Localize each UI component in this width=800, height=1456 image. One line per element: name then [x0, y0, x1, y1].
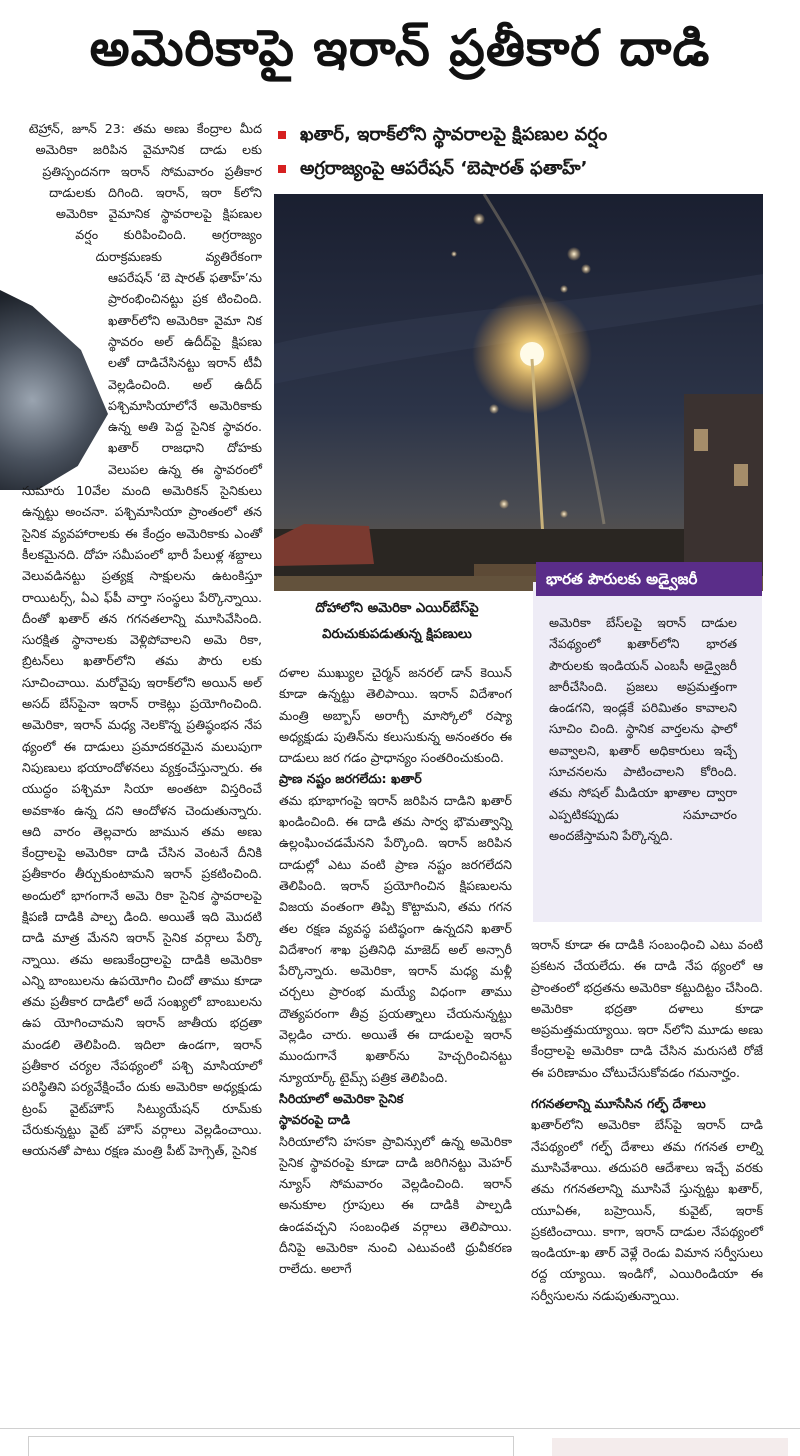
bullet-item	[278, 118, 788, 152]
bottom-divider	[0, 1428, 800, 1429]
next-article-banner	[552, 1438, 788, 1456]
column-3	[531, 934, 763, 1306]
subheading-syria-line-2: స్థావరంపై దాడి	[279, 1112, 351, 1128]
photo-caption-line-1: దోహాలోని అమెరికా ఎయిర్‌బేస్‌పై	[315, 601, 479, 616]
advisory-title: భారత పౌరులకు అడ్వైజరీ	[536, 562, 762, 596]
news-photo	[274, 194, 763, 591]
next-article-frame	[28, 1436, 514, 1456]
column-3-intro: ఇరాన్ కూడా ఈ దాడికి సంబంధించి ఎటు వంటి ప్రకటన చేయలేదు. ఈ దాడి నేప థ్యంలో ఆ ప్రాంతంలో భద్రతను అమెరికా కట్టుదిట్టం చేసింది. అమెరికా భద్రతా దళాలు కూడా అప్రమత్తమయ్యాయి. ఇరా న్‌లోని మూడు అణు కేంద్రాలపై అమెరికా దాడి చేసిన మరుసటి రోజే ఈ పరిణామం చోటుచేసుకోవడం గమనార్హం.	[531, 937, 763, 1080]
square-bullet-icon	[278, 165, 286, 173]
bullet-text: అగ్రరాజ్యంపై ఆపరేషన్ ‘బెషారత్ ఫతాహ్’	[300, 158, 588, 179]
bullet-item	[278, 152, 788, 186]
photo-caption	[272, 596, 522, 648]
subheading-no-casualties: ప్రాణ నష్టం జరగలేదు: ఖతార్	[279, 771, 422, 787]
column-1-text: టెహ్రాన్, జూన్ 23: తమ అణు కేంద్రాల మీద అమెరికా జరిపిన వైమానిక దాడు లకు ప్రతిస్పందనగా ఇరాన్ సోమవారం ప్రతీకార దాడులకు దిగింది. ఇరాన్, ఇరా క్‌లోని అమెరికా వైమానిక స్థావరాలపై క్షిపణుల వర్షం కురిపించింది. అగ్రరాజ్యం దురాక్రమణకు వ్యతిరేకంగా ఆపరేషన్ ‘బె షారత్ ఫతాహ్’ను ప్రారంభించినట్టు ప్రక టించింది. ఖతార్‌లోని అమెరికా వైమా నిక స్థావరం అల్ ఉదీద్‌పై క్షిపణు లతో దాడిచేసినట్టు ఇరాన్ టీవీ వెల్లడించింది. అల్ ఉదీద్ పశ్చిమాసియాలోనే అమెరికాకు ఉన్న అతి పెద్ద సైనిక స్థావరం. ఖతార్ రాజధాని దోహకు వెలుపల ఉన్న ఈ స్థావరంలో సుమారు 10వేల మంది అమెరికన్ సైనికులు ఉన్నట్టు అంచనా. పశ్చిమాసియా ప్రాంతంలో తన సైనిక వ్యవహారాలకు ఈ కేంద్రం అమెరికాకు ఎంతో కీలకమైనది. దోహ సమీపంలో భారీ పేలుళ్ల శబ్దాలు వెలువడినట్టు ప్రత్యక్ష సాక్షులను ఉటంకిస్తూ రాయిటర్స్, ఏఎ ఫ్‌పీ వార్తా సంస్థలు పేర్కొన్నాయి. దీంతో ఖతార్ తన గగనతలాన్ని మూసివేసింది. సురక్షిత స్థానాలకు వెళ్లిపోవాలని అమె రికా, బ్రిటన్‌లు ఖతార్‌లోని తమ పౌరు లకు సూచించాయి. మరోవైపు ఇరాక్‌లోని అయిన్ అల్ అసద్ బేస్‌పైనా ఇరాన్ రాకెట్లు ప్రయోగించింది. అమెరికా, ఇరాన్ మధ్య నెలకొన్న ప్రతిష్ఠంభన నేప థ్యంలో ఈ దాడులు ప్రమాదకరమైన మలుపుగా నిపుణులు భయాందోళనలు వ్యక్తంచేస్తున్నారు. ఈ యుద్ధం పశ్చిమా సియా అంతటా విస్తరించే అవకాశం ఉన్న దని ఆందోళన చెందుతున్నారు. ఆది వారం తెల్లవారు జామున తమ అణు కేంద్రాలపై అమెరికా దాడి చేసిన వెంటనే దీనికి ప్రతీకారం తీర్చుకుంటామని ఇరాన్ ప్రకటించింది. అందులో భాగంగానే అమె రికా సైనిక స్థావరాలపై క్షిపణి దాడికి పాల్ప డింది. అయితే ఇది మొదటి దాడి మాత్ర మేనని ఇరాన్ సైనిక వర్గాలు పేర్కొ న్నాయి. తమ అణుకేంద్రాలపై దాడికి అమెరికా ఎన్ని బాంబులను ఉపయోగిం చిందో తాము కూడా తమ ప్రతీకార దాడిలో అదే సంఖ్యలో బాంబులను ఉప యోగించామని ఇరాన్ జాతీయ భద్రతా మండలి తెలిపింది. ఇదిలా ఉండగా, ఇరాన్ ప్రతీకార చర్యల నేపథ్యంలో పశ్చి మాసియాలో పరిస్థితిని పర్యవేక్షించేం దుకు అమెరికా అధ్యక్షుడు ట్రంప్ వైట్‌హౌస్ సిట్యుయేషన్ రూమ్‌కు చేరుకున్నట్టు వైట్ హౌస్ వర్గాలు వెల్లడించాయి. ఆయనతో పాటు రక్షణ మంత్రి పీట్ హెగ్సెత్, సైనిక	[22, 121, 262, 1159]
photo-caption-line-2: విరుచుకుపడుతున్న క్షిపణులు	[322, 627, 472, 642]
column-2-body-2: సిరియాలోని హసకా ప్రావిన్సులో ఉన్న అమెరికా సైనిక స్థావరంపై కూడా దాడి జరిగినట్టు మెహర్ న్యూస్ సోమవారం వెల్లడించింది. ఇరాన్ అనుకూల గ్రూపులు ఈ దాడికి పాల్పడి ఉండవచ్చని సంబంధిత వర్గాలు తెలిపాయి. దీనిపై అమెరికా నుంచి ఎటువంటి ధ్రువీకరణ రాలేదు. అలాగే	[279, 1133, 512, 1277]
column-2	[279, 662, 512, 1280]
column-2-body-1: తమ భూభాగంపై ఇరాన్ జరిపిన దాడిని ఖతార్ ఖండించింది. ఈ దాడి తమ సార్వ భౌమత్వాన్ని ఉల్లంఘించడమేనని పేర్కొంది. ఇరాన్ జరిపిన దాడుల్లో ఎటు వంటి ప్రాణ నష్టం జరగలేదని తెలిపింది. ఇరాన్ ప్రయోగించిన క్షిపణులను విజయ వంతంగా తిప్పి కొట్టామని, తమ గగన తల రక్షణ వ్యవస్థ పటిష్ఠంగా ఉన్నదని ఖతార్ విదేశాంగ శాఖ ప్రతినిధి మాజెద్ అల్ అన్సారీ పేర్కొన్నారు. అమెరికా, ఇరాన్ మధ్య మళ్లీ చర్చలు ప్రారంభ మయ్యే విధంగా తాము దౌత్యపరంగా తీవ్ర ప్రయత్నాలు చేయనున్నట్టు వెల్లడిం చారు. అయితే ఈ దాడులపై ఇరాన్ ముందుగానే ఖతార్‌ను హెచ్చరించినట్టు న్యూయార్క్ టైమ్స్ పత్రిక తెలిపింది.	[279, 792, 512, 1085]
highlight-bullets	[278, 118, 788, 186]
subheading-gulf-airspace: గగనతలాన్ని మూసేసిన గల్ఫ్ దేశాలు	[531, 1096, 706, 1112]
column-3-body: ఖతార్‌లోని అమెరికా బేస్‌పై ఇరాన్ దాడి నేపథ్యంలో గల్ఫ్ దేశాలు తమ గగనత లాల్ని మూసివేశాయి. తదుపరి ఆదేశాలు ఇచ్చే వరకు తమ గగనతలాన్ని మూసివే స్తున్నట్టు ఖతార్, యూఏఈ, బహ్రెయిన్, కువైట్, ఇరాక్ ప్రకటించాయి. కాగా, ఇరాన్ దాడుల నేపథ్యంలో ఇండియా-ఖ తార్ వెళ్లే రెండు విమాన సర్వీసులు రద్ద య్యాయి. ఇండిగో, ఎయిరిండియా ఈ సర్వీసులను నడుపుతున్నాయి.	[531, 1117, 763, 1303]
advisory-body: అమెరికా బేస్‌లపై ఇరాన్ దాడుల నేపథ్యంలో ఖతార్‌లోని భారత పౌరులకు ఇండియన్ ఎంబసీ అడ్వైజరీ జారీచేసింది. ప్రజలు అప్రమత్తంగా ఉండగని, ఇండ్లకే పరిమితం కావాలని సూచిం చింది. స్థానిక వార్తలను ఫాలో అవ్వాలని, ఖతార్ అధికారులు ఇచ్చే సూచనలను పాటించాలని కోరింది. తమ సోషల్ మీడియా ఖాతాల ద్వారా ఎప్పటికప్పుడు సమాచారం అందజేస్తామని పేర్కొన్నది.	[549, 615, 737, 843]
subheading-syria-line-1: సిరియాలో అమెరికా సైనిక	[279, 1090, 404, 1106]
headline: అమెరికాపై ఇరాన్ ప్రతీకార దాడి	[89, 18, 711, 77]
bullet-text: ఖతార్, ఇరాక్‌లోని స్థావరాలపై క్షిపణుల వర్షం	[300, 124, 608, 145]
column-2-intro: దళాల ముఖ్యుల చైర్మన్ జనరల్ డాన్ కెయిన్ కూడా ఉన్నట్టు తెలిపాయి. ఇరాన్ విదేశాంగ మంత్రి అబ్బాస్ అరాగ్చీ మాస్కోలో రష్యా అధ్యక్షుడు పుతిన్‌ను కలుసుకున్న అనంతరం ఈ దాడులు జర గడం ప్రాధాన్యం సంతరించుకుంది.	[279, 665, 512, 766]
night-sky-missiles-image	[274, 194, 763, 591]
column-1	[22, 118, 262, 1162]
square-bullet-icon	[278, 131, 286, 139]
